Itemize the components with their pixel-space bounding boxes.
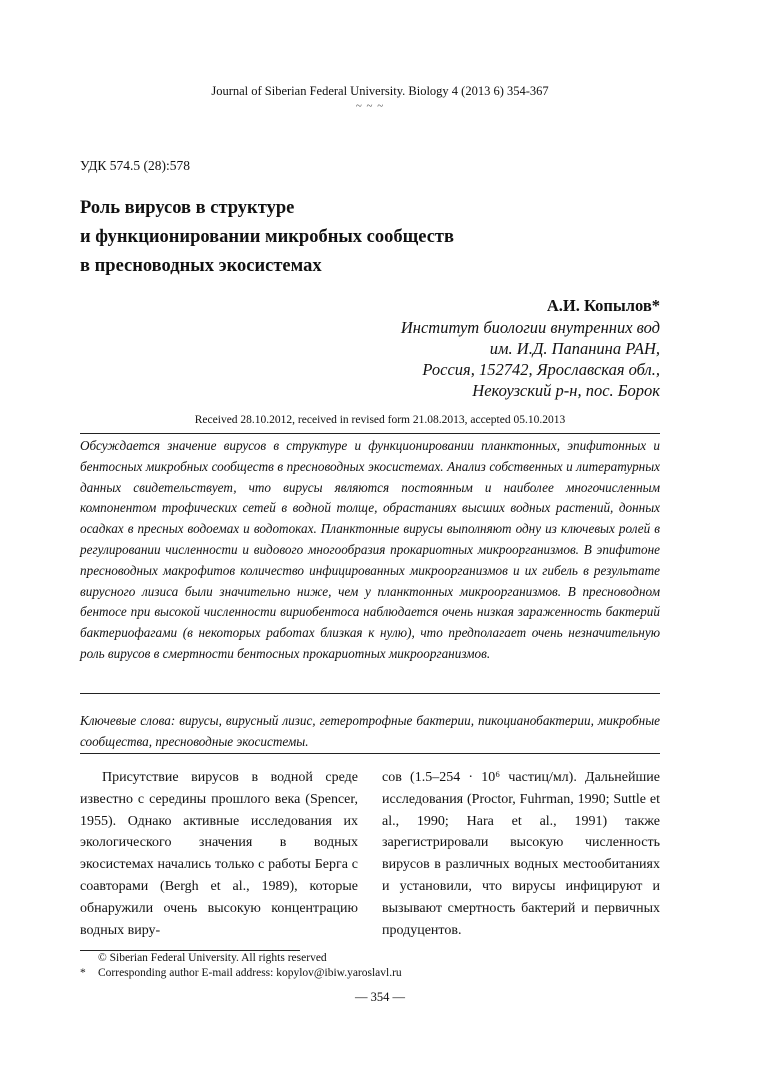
- keywords-text: Ключевые слова: вирусы, вирусный лизис, гетеротрофные бактерии, пикоцианобактерии, микробные сообщества, пресноводные экосистемы.: [80, 713, 660, 749]
- abstract-bottom-rule: [80, 693, 660, 694]
- body-column-right: сов (1.5–254 · 10⁶ частиц/мл). Дальнейшие исследования (Proctor, Fuhrman, 1990; Suttle et al., 1990; Hara et al., 1991) также зарегистрировали высокую численность вирусов в различных водных местообитаниях и установили, что вирусы инфицируют и вызывают смертность бактерий и первичных продуцентов.: [382, 770, 660, 938]
- title-line: и функционировании микробных сообществ: [80, 227, 454, 247]
- author-name: А.И. Копылов*: [546, 296, 660, 315]
- affiliation-line: Институт биологии внутренних вод: [400, 318, 660, 337]
- journal-header: Journal of Siberian Federal University. Biology 4 (2013 6) 354-367: [211, 84, 549, 98]
- footnote-rule: [80, 950, 300, 951]
- keywords-bottom-rule: [80, 753, 660, 754]
- udc-code: УДК 574.5 (28):578: [80, 158, 191, 173]
- abstract-top-rule: [80, 433, 660, 434]
- received-dates: Received 28.10.2012, received in revised form 21.08.2013, accepted 05.10.2013: [194, 414, 566, 426]
- article-title: [80, 194, 680, 281]
- affiliation-line: им. И.Д. Папанина РАН,: [489, 339, 660, 358]
- affiliation-line: Россия, 152742, Ярославская обл.,: [422, 360, 660, 379]
- title-line: в пресноводных экосистемах: [80, 256, 322, 276]
- corresponding-author-email: Corresponding author E-mail address: kopylov@ibiw.yaroslavl.ru: [98, 967, 402, 979]
- footnote-copyright: © Siberian Federal University. All rights reserved: [98, 952, 327, 964]
- footnote-corresponding: [80, 967, 402, 979]
- affiliation-line: Некоузский р-н, пос. Борок: [472, 381, 660, 400]
- footnote-marker: *: [80, 967, 86, 979]
- abstract-text: Обсуждается значение вирусов в структуре и функционировании планктонных, эпифитонных и бентосных микробных сообществ в пресноводных экосистемах. Анализ собственных и литературных данных свидетельствует, что вирусы являются постоянным и наиболее многочисленным компонентом трофических сетей в водной толще, обрастаниях высших водных растений, донных осадках в пресных водоемах и водотоках. Планктонные вирусы выполняют одну из ключевых ролей в регулировании численности и видового многообразия прокариотных микроорганизмов. В эпифитоне пресноводных макрофитов количество инфицированных микроорганизмов и их гибель в результате вирусного лизиса были значительно ниже, чем у планктонных микроорганизмов. В пресноводном бентосе при высокой численности вириобентоса наблюдается очень низкая зараженность бактерий бактериофагами (в некоторых работах близкая к нулю), что предполагает очень незначительную роль вирусов в смертности бентосных прокариотных микроорганизмов.: [80, 438, 660, 661]
- title-line: Роль вирусов в структуре: [80, 198, 295, 218]
- body-column-left: Присутствие вирусов в водной среде известно с середины прошлого века (Spencer, 1955). Однако активные исследования их экологического значения в водных экосистемах начались только с работы Берга с соавторами (Bergh et al., 1989), которые обнаружили очень высокую концентрацию водных виру-: [80, 770, 358, 938]
- author-affiliation: [401, 317, 660, 401]
- header-ornament: ~ ~ ~: [355, 100, 385, 112]
- page-number: — 354 —: [355, 990, 405, 1004]
